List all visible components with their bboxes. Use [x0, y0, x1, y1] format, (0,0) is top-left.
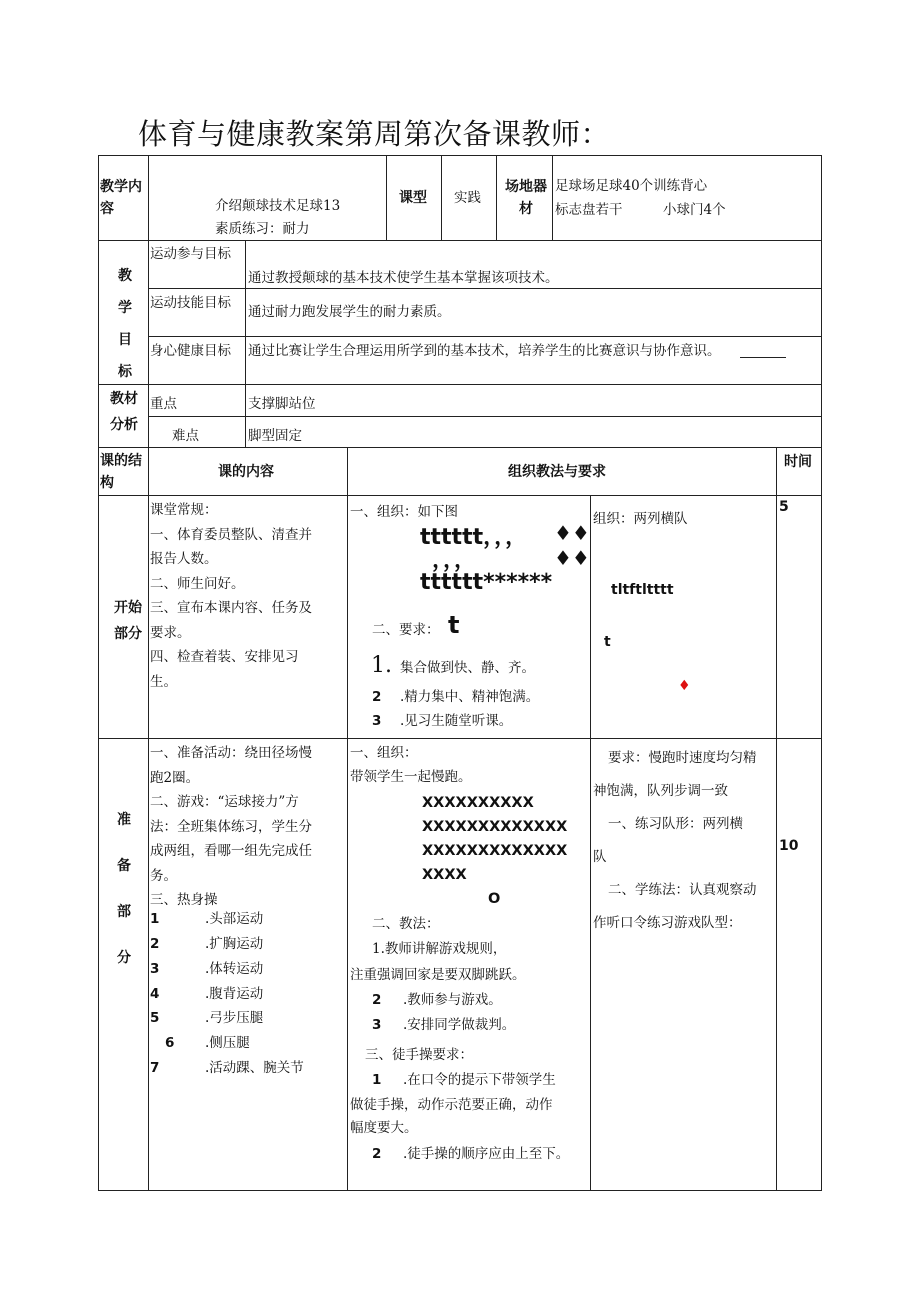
prep-method-title: 二、教法：: [372, 916, 440, 932]
exercise-num-2: 2: [372, 1146, 382, 1162]
start-content-line: 一、体育委员整队、清查并: [150, 526, 312, 543]
prep-time: 10: [779, 838, 799, 854]
start-time: 5: [779, 499, 789, 515]
x-formation-row: XXXX: [422, 867, 467, 883]
venue-label: 场地器材: [505, 179, 547, 217]
req-num-3: 3: [372, 713, 382, 729]
prep-section-label: 准备部分: [117, 812, 131, 966]
prep-method-1: 1.教师讲解游戏规则，: [372, 941, 507, 957]
diamond-icon: ♦♦: [554, 521, 590, 545]
start-content-line: 三、宣布本课内容、任务及: [150, 600, 312, 616]
start-content-line: 四、检查着装、安排见习: [150, 649, 299, 665]
right-t-mark: t: [604, 634, 611, 650]
formation-row-2: ，，，: [432, 548, 477, 573]
start-section-label: 开始部分: [114, 600, 142, 642]
underline-mark: [740, 357, 786, 358]
warmup-text: .体转运动: [205, 961, 264, 977]
prep-org-line: 带领学生一起慢跑。: [350, 769, 472, 785]
goal-text-health: 通过比赛让学生合理运用所学到的基本技术，培养学生的比赛意识与协作意识。: [248, 343, 721, 359]
prep-right-line: 神饱满，队列步调一致: [593, 783, 728, 799]
content-line-1: 介绍颠球技术足球13: [215, 198, 341, 214]
goal-text-skill: 通过耐力跑发展学生的耐力素质。: [248, 304, 451, 320]
req-num-2: 2: [372, 689, 382, 705]
method-col-label: 组织教法与要求: [508, 464, 606, 480]
venue-line-1: 足球场足球40个训练背心: [555, 178, 708, 194]
content-col-label: 课的内容: [218, 464, 274, 480]
venue-line-2b: 小球门4个: [663, 202, 726, 218]
start-content: [150, 498, 312, 694]
warmup-num: 7: [150, 1060, 160, 1076]
method-num: 2: [372, 992, 382, 1008]
teacher-mark: O: [488, 891, 501, 907]
prep-content-line: 法：全班集体练习，学生分: [150, 818, 312, 835]
x-formation-row: XXXXXXXXXX: [422, 795, 534, 811]
key-point-label: 重点: [150, 396, 177, 412]
prep-org-title: 一、组织：: [350, 745, 418, 761]
req-text-1: 集合做到快、静、齐。: [400, 660, 535, 676]
diamond-icon: ♦: [678, 678, 691, 694]
page-title: 体育与健康教案第周第次备课教师：: [138, 117, 611, 151]
key-point-value: 支撑脚站位: [248, 396, 316, 412]
type-value: 实践: [454, 190, 481, 206]
type-label: 课型: [399, 190, 427, 206]
formation-row-1: tttttt，，，: [420, 525, 528, 550]
warmup-text: .腹背运动: [205, 986, 264, 1002]
warmup-text: .弓步压腿: [205, 1010, 264, 1026]
start-org-title: 一、组织：如下图: [350, 504, 458, 520]
difficulty-value: 脚型固定: [248, 428, 302, 444]
start-content-line: 课堂常规：: [150, 502, 218, 518]
req-text-3: .见习生随堂听课。: [400, 713, 513, 729]
warmup-text: .活动踝、腕关节: [205, 1060, 304, 1076]
venue-line-2a: 标志盘若干: [555, 202, 623, 218]
warmup-num: 3: [150, 961, 160, 977]
goal-name-skill: 运动技能目标: [150, 295, 231, 311]
prep-content-line: 二、游戏：“运球接力”方: [150, 794, 299, 810]
req-t-mark: t: [448, 611, 460, 639]
goals-label: 教学目标: [118, 268, 132, 380]
method-text: .安排同学做裁判。: [403, 1017, 516, 1033]
exercise-text-1c: 幅度要大。: [350, 1120, 418, 1136]
prep-content-line: 三、热身操: [150, 892, 218, 908]
method-text: .教师参与游戏。: [403, 992, 502, 1008]
start-content-line: 要求。: [150, 624, 191, 641]
prep-content: [150, 741, 312, 913]
start-content-line: 二、师生问好。: [150, 575, 245, 592]
warmup-num: 2: [150, 936, 160, 952]
goal-text-participation: 通过教授颠球的基本技术使学生基本掌握该项技术。: [248, 270, 559, 286]
prep-right-line: 作听口令练习游戏队型：: [593, 915, 742, 931]
x-formation-row: XXXXXXXXXXXXX: [422, 843, 568, 859]
prep-content-line: 跑2圈。: [150, 769, 200, 786]
exercise-text-1b: 做徒手操，动作示范要正确，动作: [350, 1097, 553, 1113]
exercise-text-2: .徒手操的顺序应由上至下。: [403, 1146, 570, 1162]
warmup-text: .侧压腿: [205, 1035, 250, 1051]
diamond-icon: ♦♦: [554, 546, 590, 570]
start-right-org: 组织：两列横队: [593, 511, 688, 527]
content-line-2: 素质练习：耐力: [215, 221, 310, 237]
prep-right-line: 要求：慢跑时速度均匀精: [608, 750, 757, 766]
goal-name-health: 身心健康目标: [150, 343, 231, 359]
prep-content-line: 务。: [150, 867, 177, 884]
exercise-title: 三、徒手操要求：: [365, 1047, 473, 1063]
content-label: 教学内容: [100, 179, 142, 217]
prep-content-line: 一、准备活动：绕田径场慢: [150, 745, 312, 761]
goal-name-participation: 运动参与目标: [150, 246, 231, 262]
prep-right-line: 队: [593, 849, 607, 865]
warmup-num: 1: [150, 911, 160, 927]
warmup-text: .扩胸运动: [205, 936, 264, 952]
req-text-2: .精力集中、精神饱满。: [400, 689, 540, 705]
warmup-num: 4: [150, 986, 160, 1002]
warmup-num: 6: [165, 1035, 175, 1051]
prep-right-line: 二、学练法：认真观察动: [608, 882, 757, 898]
formation-row-3: tttttt******: [420, 570, 553, 595]
right-formation: tltftltttt: [611, 582, 674, 598]
req-num-1: 1.: [371, 653, 392, 678]
warmup-num: 5: [150, 1010, 160, 1026]
structure-col-label: 课的结构: [100, 453, 142, 491]
exercise-text-1: .在口令的提示下带领学生: [403, 1072, 556, 1088]
time-col-label: 时间: [784, 454, 812, 470]
method-num: 3: [372, 1017, 382, 1033]
start-content-line: 生。: [150, 673, 177, 690]
prep-content-line: 成两组，看哪一组先完成任: [150, 843, 312, 859]
warmup-text: .头部运动: [205, 911, 264, 927]
x-formation-row: XXXXXXXXXXXXX: [422, 819, 568, 835]
prep-method-1b: 注重强调回家是要双脚跳跃。: [350, 967, 526, 983]
start-content-line: 报告人数。: [150, 551, 218, 567]
exercise-num-1: 1: [372, 1072, 382, 1088]
prep-right-line: 一、练习队形：两列横: [608, 816, 743, 832]
start-req-title: 二、要求：: [372, 622, 440, 638]
difficulty-label: 难点: [172, 428, 199, 444]
analysis-label: 教材分析: [110, 391, 138, 433]
